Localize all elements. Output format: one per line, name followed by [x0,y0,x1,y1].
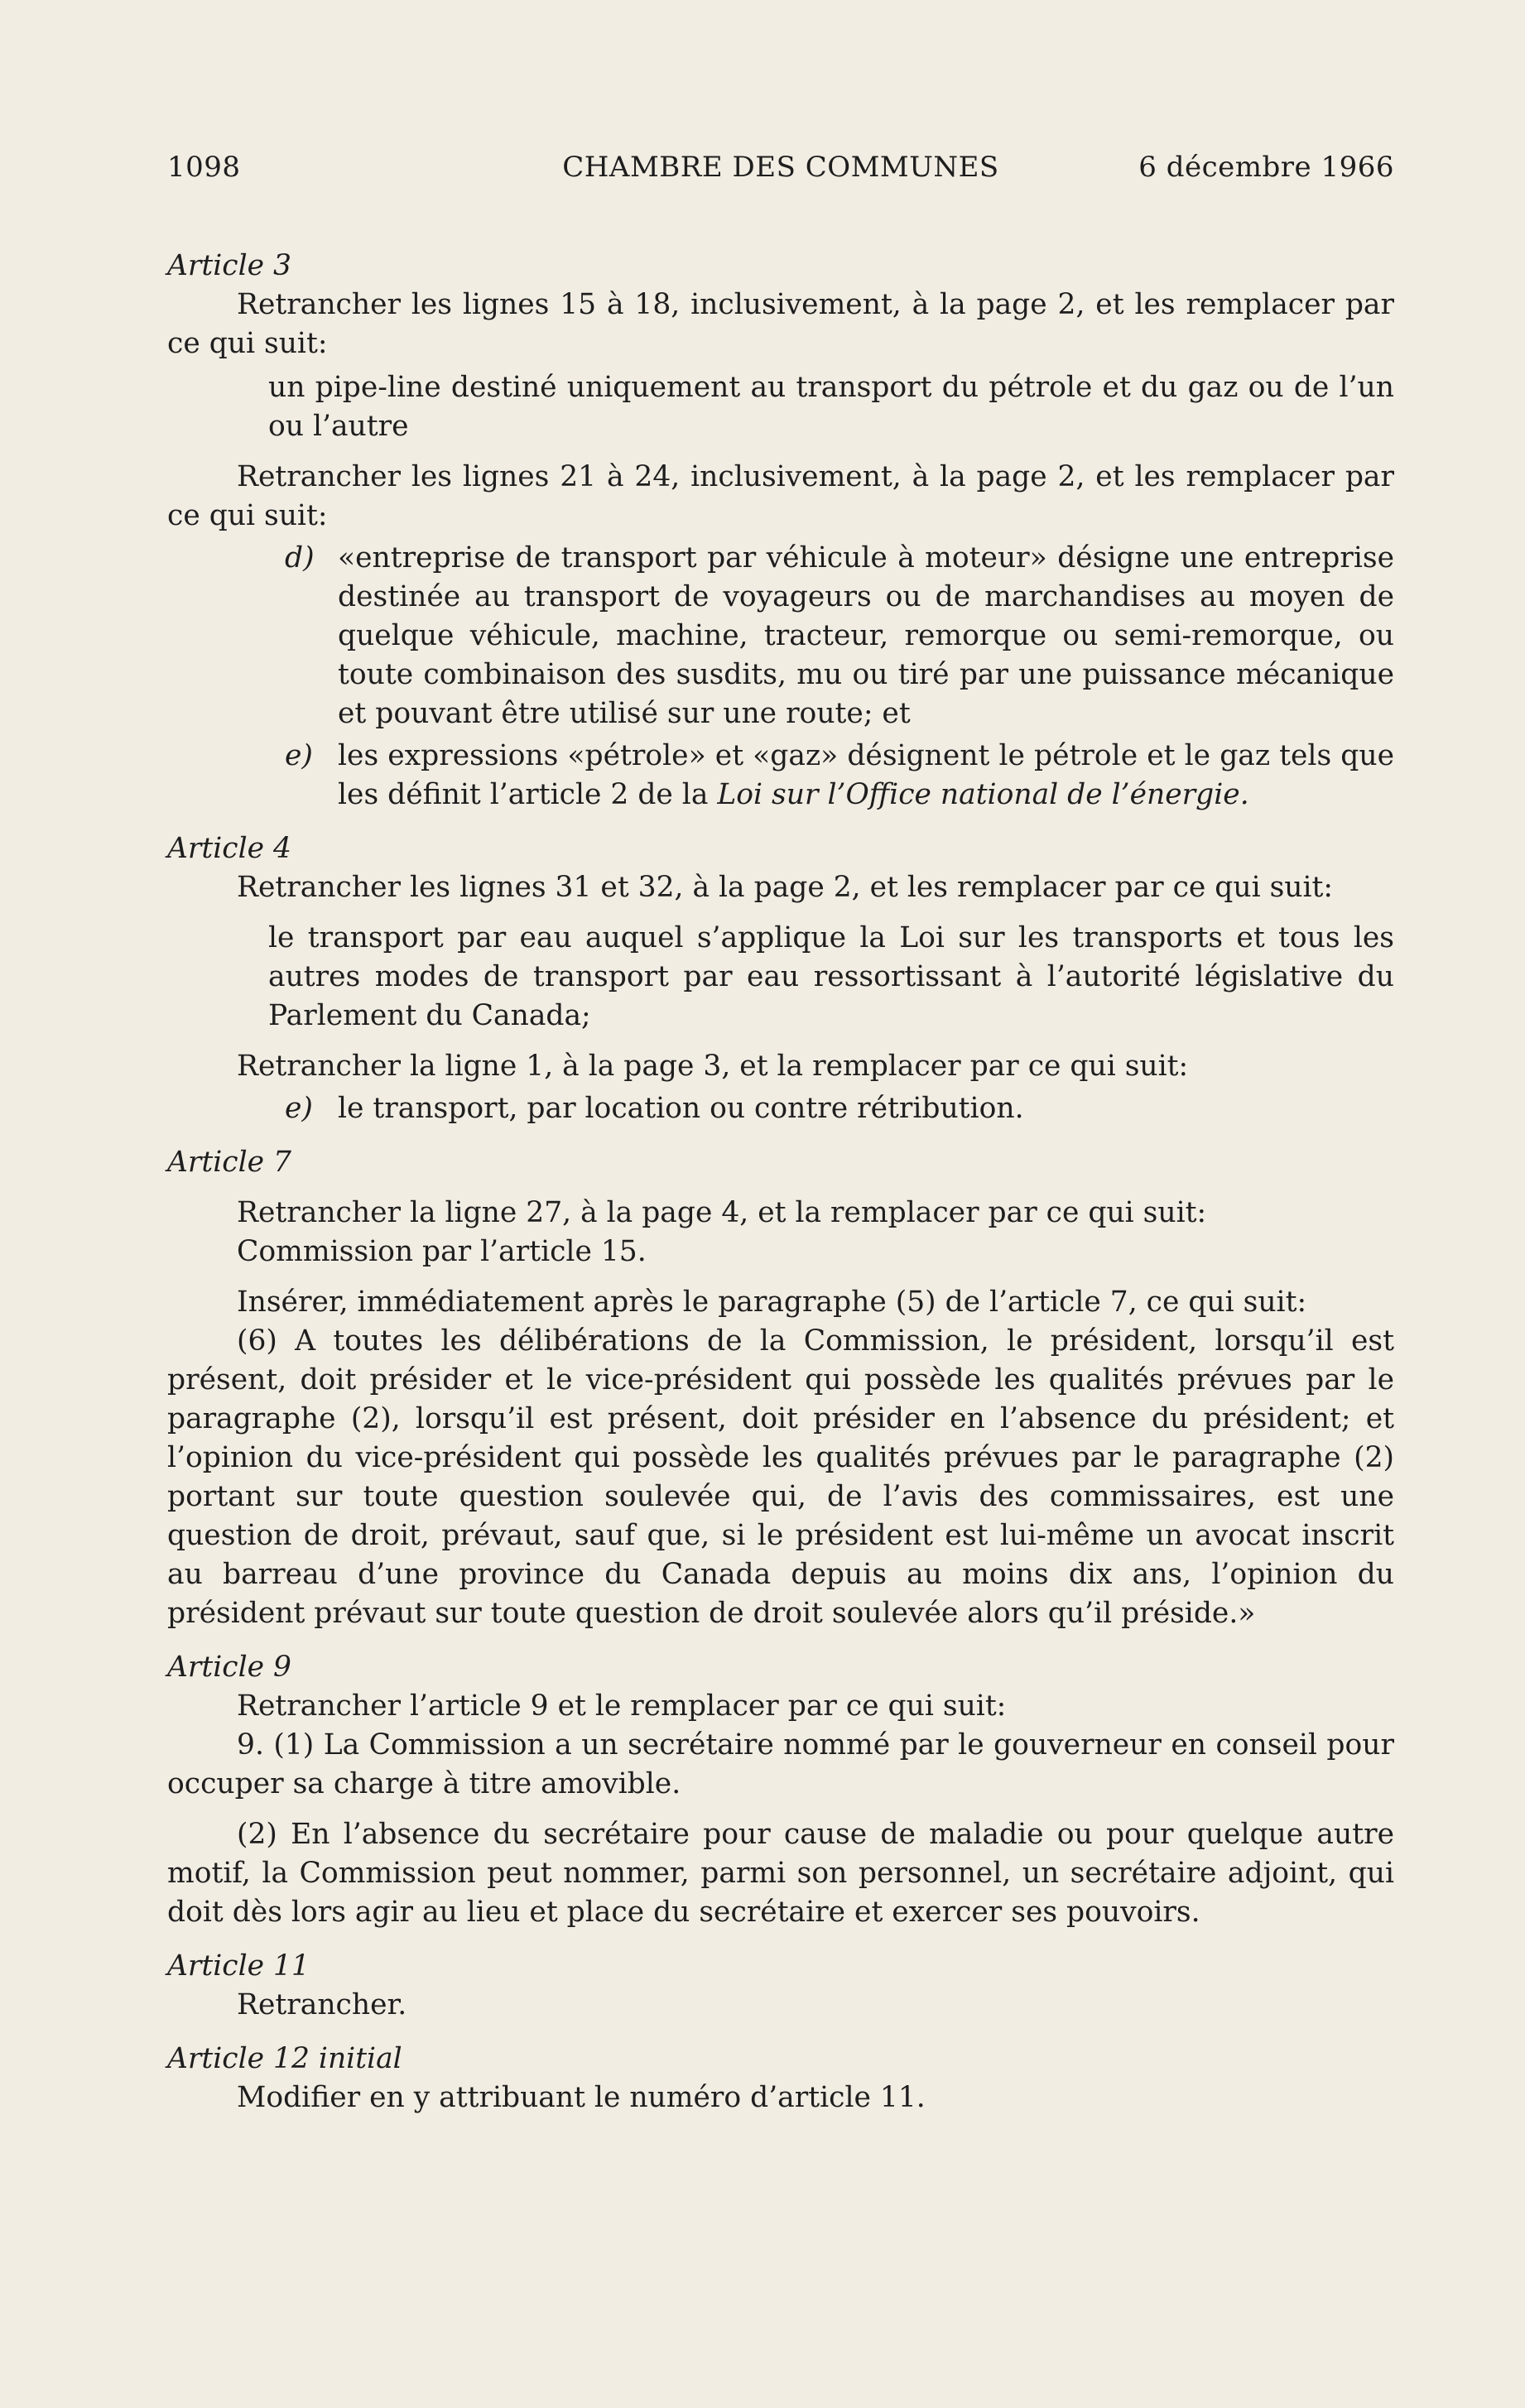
header-date: 6 décembre 1966 [1138,151,1394,184]
article-12-instruction-1: Modifier en y attribuant le numéro d’article 11. [237,2081,926,2114]
item-text: le transport, par location ou contre rétribution. [338,1092,1024,1125]
item-text: «entreprise de transport par véhicule à moteur» désigne une entreprise destinée au transport de voyageurs ou de marchandises au moyen de quelque véhicule, machine, tracteur, remorque ou semi-remorque, ou toute combinaison des susdits, mu ou tiré par une puissance mécanique et pouvant être utilisé sur une route; et [338,541,1394,730]
page-body [167,247,1394,2117]
article-3-heading: Article 3 [167,249,291,282]
article-3-quote-1: un pipe-line destiné uniquement au transport du pétrole et du gaz ou de l’un ou l’autre [268,371,1394,443]
act-title: Loi sur l’Office national de l’énergie. [717,778,1249,811]
article-3-instruction-2: Retrancher les lignes 21 à 24, inclusivement, à la page 2, et les remplacer par ce qui suit: [167,460,1394,532]
item-label: d) [285,541,315,574]
article-7-instruction-1: Retrancher la ligne 27, à la page 4, et la remplacer par ce qui suit: [237,1196,1207,1229]
article-4-quote-1: le transport par eau auquel s’applique la Loi sur les transports et tous les autres modes de transport par eau ressortissant à l’autorité législative du Parlement du Canada; [268,921,1394,1032]
article-12-heading: Article 12 initial [167,2042,402,2075]
page-number: 1098 [167,151,241,184]
article-3-item-d [167,539,1394,733]
article-11-instruction-1: Retrancher. [237,1988,407,2021]
article-7-quote-1: Commission par l’article 15. [237,1235,647,1268]
article-7-heading: Article 7 [167,1146,291,1179]
article-3-item-e [167,737,1394,815]
item-label: e) [285,1092,313,1125]
page-header [167,151,1394,192]
article-7-paragraph-6: (6) A toutes les délibérations de la Commission, le président, lorsqu’il est présent, doit présider et le vice-président qui possède les qualités prévues par le paragraphe (2), lorsqu’il est présent, doit présider en l’absence du président; et l’opinion du vice-président qui possède les qualités prévues par le paragraphe (2) portant sur toute question soulevée qui, de l’avis des commissaires, est une question de droit, prévaut, sauf que, si le président est lui-même un avocat inscrit au barreau d’une province du Canada depuis au moins dix ans, l’opinion du président prévaut sur toute question de droit soulevée alors qu’il préside.» [167,1324,1394,1630]
item-text: les expressions «pétrole» et «gaz» désignent le pétrole et le gaz tels que les définit l’article 2 de la [338,739,1394,811]
article-7-instruction-2: Insérer, immédiatement après le paragraphe (5) de l’article 7, ce qui suit: [237,1286,1307,1319]
article-9-instruction-1: Retrancher l’article 9 et le remplacer par ce qui suit: [237,1689,1007,1723]
running-title: CHAMBRE DES COMMUNES [562,151,999,184]
article-4-heading: Article 4 [167,832,291,865]
article-4-instruction-1: Retrancher les lignes 31 et 32, à la page 2, et les remplacer par ce qui suit: [237,871,1334,904]
article-4-instruction-2: Retrancher la ligne 1, à la page 3, et la remplacer par ce qui suit: [237,1050,1189,1083]
article-9-paragraph-2: (2) En l’absence du secrétaire pour cause de maladie ou pour quelque autre motif, la Commission peut nommer, parmi son personnel, un secrétaire adjoint, qui doit dès lors agir au lieu et place du secrétaire et exercer ses pouvoirs. [167,1818,1394,1929]
article-3-instruction-1: Retrancher les lignes 15 à 18, inclusivement, à la page 2, et les remplacer par ce qui suit: [167,288,1394,360]
article-9-paragraph-1: 9. (1) La Commission a un secrétaire nommé par le gouverneur en conseil pour occuper sa charge à titre amovible. [167,1728,1394,1800]
item-label: e) [285,739,313,772]
article-11-heading: Article 11 [167,1949,310,1983]
article-4-item-e [167,1089,1394,1128]
article-9-heading: Article 9 [167,1651,291,1684]
